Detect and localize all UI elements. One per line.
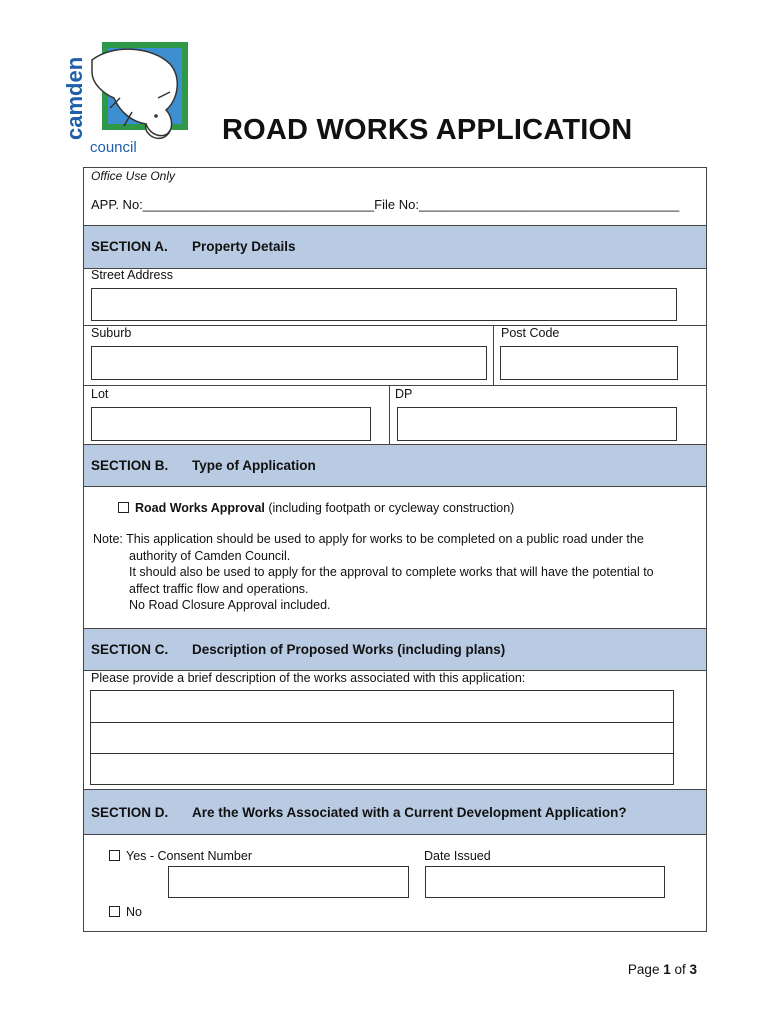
svg-text:council: council (90, 139, 137, 156)
no-label: No (126, 905, 142, 919)
street-address-field[interactable] (91, 288, 677, 321)
dp-label: DP (395, 387, 413, 401)
section-b-title: Type of Application (192, 458, 316, 473)
section-b-header (84, 444, 706, 487)
description-prompt: Please provide a brief description of the works associated with this application: (91, 671, 526, 685)
road-works-approval-checkbox[interactable] (118, 502, 129, 513)
consent-number-field[interactable] (168, 866, 409, 898)
page-of: of (670, 962, 690, 977)
note-line: Note: This application should be used to apply for works to be completed on a public road under the (93, 532, 644, 546)
road-works-approval-option[interactable] (118, 501, 514, 515)
app-no-label: APP. No: (91, 197, 143, 212)
street-address-label: Street Address (91, 268, 173, 282)
dp-field[interactable] (397, 407, 677, 441)
description-line-3[interactable] (90, 753, 674, 785)
yes-consent-label: Yes - Consent Number (126, 849, 252, 863)
divider (389, 385, 390, 445)
divider (493, 325, 494, 385)
yes-option[interactable] (109, 849, 252, 863)
app-file-numbers (91, 197, 679, 212)
section-b-code: SECTION B. (91, 458, 169, 473)
lot-field[interactable] (91, 407, 371, 441)
description-line-1[interactable] (90, 690, 674, 723)
yes-checkbox[interactable] (109, 850, 120, 861)
section-d-title: Are the Works Associated with a Current Development Application? (192, 805, 627, 820)
section-a-title: Property Details (192, 239, 296, 254)
no-option[interactable] (109, 905, 142, 919)
platypus-logo-icon (62, 38, 194, 162)
page-total: 3 (689, 962, 697, 977)
office-use-label: Office Use Only (91, 169, 176, 183)
suburb-field[interactable] (91, 346, 487, 380)
note-line: No Road Closure Approval included. (129, 598, 331, 612)
suburb-label: Suburb (91, 326, 132, 340)
file-no-line[interactable]: ____________________________________ (418, 197, 680, 212)
application-form (83, 167, 707, 932)
file-no-label: File No: (374, 197, 419, 212)
page-title: ROAD WORKS APPLICATION (222, 114, 633, 146)
post-code-field[interactable] (500, 346, 678, 380)
page-prefix: Page (627, 962, 664, 977)
no-checkbox[interactable] (109, 906, 120, 917)
app-no-line[interactable]: ________________________________ (142, 197, 375, 212)
date-issued-field[interactable] (425, 866, 665, 898)
road-works-approval-label: Road Works Approval (135, 501, 265, 515)
section-c-title: Description of Proposed Works (including plans) (192, 642, 506, 657)
section-a-header (84, 225, 706, 269)
page-number (628, 962, 697, 977)
section-d-code: SECTION D. (91, 805, 169, 820)
date-issued-label: Date Issued (424, 849, 491, 863)
section-a-code: SECTION A. (91, 239, 168, 254)
divider (84, 325, 706, 326)
lot-label: Lot (91, 387, 109, 401)
post-code-label: Post Code (501, 326, 560, 340)
road-works-approval-detail: (including footpath or cycleway construction) (264, 501, 515, 515)
application-note (93, 531, 654, 614)
note-line: authority of Camden Council. (129, 548, 291, 563)
note-line: It should also be used to apply for the approval to complete works that will have the potential to (129, 565, 654, 579)
divider (84, 385, 706, 386)
note-line: affect traffic flow and operations. (129, 581, 309, 596)
camden-council-logo (62, 38, 194, 162)
description-line-2[interactable] (90, 722, 674, 754)
svg-text:camden: camden (62, 56, 87, 140)
section-c-header (84, 628, 706, 671)
section-c-code: SECTION C. (91, 642, 169, 657)
page-current: 1 (663, 962, 671, 977)
section-d-header (84, 789, 706, 835)
